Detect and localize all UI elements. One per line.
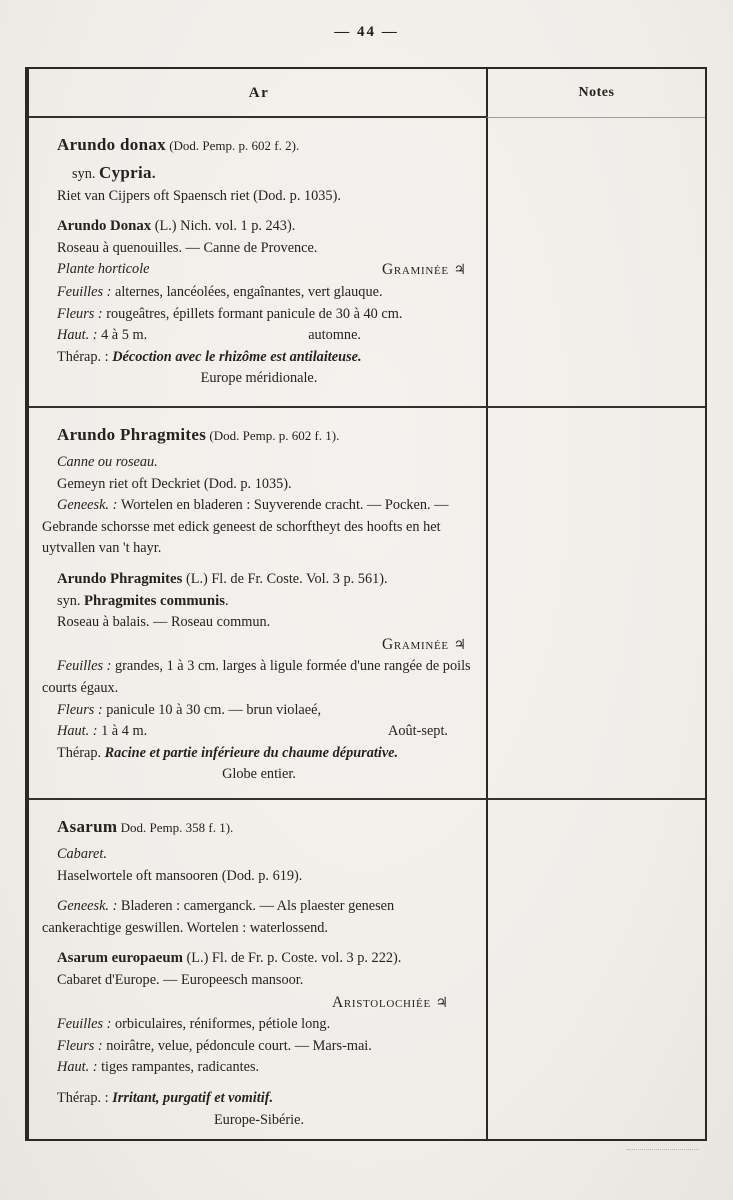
text-segment: Thérap. xyxy=(57,744,105,761)
perennial-symbol-icon: ♃ xyxy=(453,636,466,653)
text-segment: Fleurs : xyxy=(57,305,107,322)
header-cell-ar xyxy=(29,69,486,118)
text-segment: tiges rampantes, radicantes. xyxy=(101,1059,260,1076)
text-segment: Asarum xyxy=(57,817,118,836)
split-right xyxy=(388,721,476,743)
text-segment: Bladeren : camerganck. — Als plaester genesen cankerachtige geswillen. Wortelen : waterlossend. xyxy=(42,898,395,936)
split-left xyxy=(42,259,150,282)
scan-artifact xyxy=(627,1149,699,1150)
perennial-symbol-icon: ♃ xyxy=(435,994,448,1011)
text-segment: Roseau à quenouilles. — Canne de Provence. xyxy=(57,239,318,256)
text-segment: Plante horticole xyxy=(57,261,150,278)
text-segment: Feuilles : xyxy=(57,283,115,300)
entry-row xyxy=(29,408,705,800)
perennial-symbol-icon: ♃ xyxy=(453,262,466,279)
text-segment: (L.) Fl. de Fr. Coste. Vol. 3 p. 561). xyxy=(182,570,388,587)
common-names-line xyxy=(42,238,476,260)
text-segment: Décoction avec le rhizôme est antilaiteuse. xyxy=(112,348,362,365)
family-line xyxy=(42,634,476,657)
text-segment: Fleurs : xyxy=(57,701,107,718)
geneesk-paragraph xyxy=(42,495,476,560)
therap-line xyxy=(42,743,476,765)
text-segment: syn. xyxy=(72,166,100,182)
text-segment: Cabaret. xyxy=(57,846,107,862)
text-segment: . xyxy=(151,166,156,182)
text-segment: noirâtre, velue, pédoncule court. — Mars-mai. xyxy=(106,1037,372,1054)
plant-type-family-line xyxy=(42,259,476,282)
species-heading xyxy=(42,814,476,841)
text-segment: Canne ou roseau. xyxy=(57,454,158,470)
text-segment: Phragmites communis xyxy=(84,592,225,609)
text-segment: Geneesk. : xyxy=(57,497,121,514)
fleurs-line xyxy=(42,1036,476,1058)
text-segment: Feuilles : xyxy=(57,1016,115,1033)
text-segment: 1 à 4 m. xyxy=(101,723,148,740)
text-segment: panicule 10 à 30 cm. — brun violaeé, xyxy=(106,701,322,718)
doc-table xyxy=(25,67,707,1141)
text-segment: (L.) Nich. vol. 1 p. 243). xyxy=(151,218,296,235)
text-segment: alternes, lancéolées, engaînantes, vert glauque. xyxy=(114,283,383,300)
text-segment: automne. xyxy=(308,327,361,344)
text-segment: 4 à 5 m. xyxy=(101,327,148,344)
hauteur-line xyxy=(42,325,476,347)
text-segment: Roseau à balais. — Roseau commun. xyxy=(57,614,271,631)
entry-row xyxy=(29,118,705,408)
page-number: — 44 — xyxy=(334,24,399,40)
reference-line xyxy=(42,216,476,238)
common-names-line xyxy=(42,970,476,992)
distribution-line xyxy=(42,1110,476,1132)
reference-line xyxy=(42,948,476,970)
hauteur-line xyxy=(42,1057,476,1079)
notes-cell xyxy=(486,800,705,1139)
vernacular-line xyxy=(42,866,476,888)
vernacular-line xyxy=(42,844,476,866)
synonym-line xyxy=(42,162,476,186)
text-segment: Arundo Phragmites xyxy=(57,570,183,587)
split-left xyxy=(42,721,147,743)
entry-content-cell xyxy=(29,408,486,798)
text-segment: grandes, 1 à 3 cm. larges à ligule formée d'une rangée de poils courts égaux. xyxy=(42,658,471,696)
geneesk-paragraph xyxy=(42,896,476,939)
text-segment: Irritant, purgatif et vomitif. xyxy=(112,1089,274,1106)
therap-line xyxy=(42,1088,476,1110)
text-segment: Racine et partie inférieure du chaume dépurative. xyxy=(104,744,399,761)
reference-line xyxy=(42,569,476,591)
text-segment: Haut. : xyxy=(57,327,102,344)
split-right xyxy=(382,259,476,282)
text-segment: (Dod. Pemp. p. 602 f. 1). xyxy=(206,428,340,443)
header-cell-notes xyxy=(486,69,705,118)
synonym-line xyxy=(42,591,476,613)
family-line xyxy=(42,992,476,1015)
vernacular-line xyxy=(42,474,476,496)
fleurs-line xyxy=(42,700,476,722)
text-segment: Wortelen en bladeren : Suyverende cracht. — Pocken. — Gebrande schorsse met edick geneest de schorftheyt des hoofts en het uytvallen van 't hayr. xyxy=(42,497,449,557)
text-segment: orbiculaires, réniformes, pétiole long. xyxy=(114,1016,331,1033)
species-heading xyxy=(42,132,476,159)
text-segment: Geneesk. : xyxy=(57,898,121,915)
header-label-notes: Notes xyxy=(578,85,615,100)
text-segment: (L.) Fl. de Fr. p. Coste. vol. 3 p. 222). xyxy=(182,950,402,967)
text-segment: Asarum europaeum xyxy=(57,950,183,967)
notes-cell xyxy=(486,118,705,406)
species-heading xyxy=(42,422,476,449)
split-left xyxy=(42,325,147,347)
text-segment: Globe entier. xyxy=(222,766,296,783)
vernacular-line xyxy=(42,452,476,474)
text-segment: . xyxy=(224,592,229,609)
text-segment: Thérap. : xyxy=(57,1089,113,1106)
entry-row xyxy=(29,800,705,1139)
text-segment: Gemeyn riet oft Deckriet (Dod. p. 1035). xyxy=(57,475,292,492)
common-names-line xyxy=(42,612,476,634)
split-right xyxy=(308,325,476,347)
text-segment: Haut. : xyxy=(57,1059,102,1076)
header-label-ar: Ar xyxy=(248,84,270,101)
feuilles-line xyxy=(42,1014,476,1036)
therap-line xyxy=(42,347,476,369)
text-segment: rougeâtres, épillets formant panicule de 30 à 40 cm. xyxy=(106,305,403,322)
text-segment: (Dod. Pemp. p. 602 f. 2). xyxy=(165,138,300,153)
text-segment: Arundo donax xyxy=(57,135,166,154)
text-segment: Graminée xyxy=(381,261,454,279)
entry-content-cell xyxy=(29,118,486,406)
table-header-row xyxy=(29,69,705,118)
vernacular-line xyxy=(42,186,476,208)
text-segment: Dod. Pemp. 358 f. 1). xyxy=(117,820,234,835)
text-segment: Cypria xyxy=(99,163,152,182)
text-segment: Arundo Donax xyxy=(57,218,152,235)
distribution-line xyxy=(42,368,476,390)
text-segment: Feuilles : xyxy=(57,658,115,675)
text-segment: Graminée xyxy=(381,635,454,653)
text-segment: Cabaret d'Europe. — Europeesch mansoor. xyxy=(57,971,304,988)
notes-cell xyxy=(486,408,705,798)
text-segment: Europe-Sibérie. xyxy=(213,1111,305,1128)
hauteur-line xyxy=(42,721,476,743)
fleurs-line xyxy=(42,304,476,326)
text-segment: Août-sept. xyxy=(388,723,448,740)
text-segment: Riet van Cijpers oft Spaensch riet (Dod. p. 1035). xyxy=(57,187,341,204)
text-segment: Thérap. : xyxy=(57,348,113,365)
entry-content-cell xyxy=(29,800,486,1139)
text-segment: syn. xyxy=(57,592,85,609)
text-segment: Europe méridionale. xyxy=(200,370,318,387)
distribution-line xyxy=(42,764,476,786)
text-segment: Aristolochiée xyxy=(331,993,436,1011)
text-segment: Haselwortele oft mansooren (Dod. p. 619). xyxy=(57,867,303,884)
feuilles-line xyxy=(42,656,476,699)
feuilles-line xyxy=(42,282,476,304)
text-segment: Fleurs : xyxy=(57,1037,107,1054)
text-segment: Haut. : xyxy=(57,723,102,740)
text-segment: Arundo Phragmites xyxy=(57,425,207,444)
